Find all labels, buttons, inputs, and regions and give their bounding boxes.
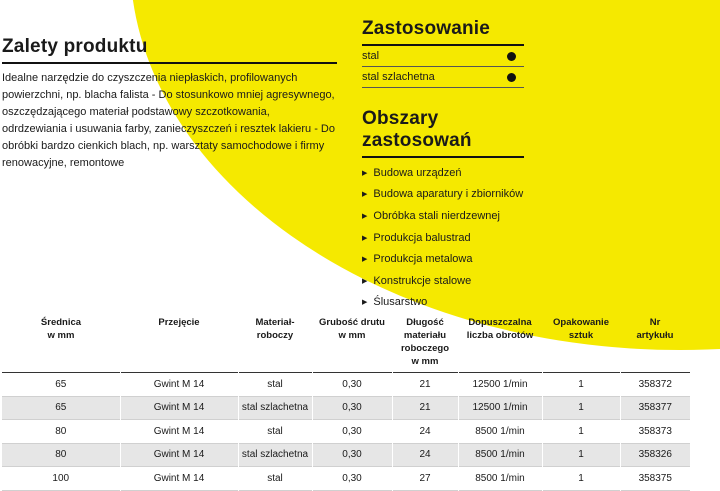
triangle-right-icon: ▶ bbox=[362, 277, 368, 285]
cell-rpm: 8500 1/min bbox=[458, 467, 542, 491]
table-row bbox=[2, 373, 690, 397]
cell-pack: 1 bbox=[542, 467, 620, 491]
area-item-label: Budowa aparatury i zbiorników bbox=[373, 188, 524, 201]
cell-pack: 1 bbox=[542, 420, 620, 444]
product-table-container bbox=[2, 314, 690, 491]
area-item-label: Produkcja balustrad bbox=[373, 231, 471, 244]
cell-diameter: 80 bbox=[55, 425, 67, 437]
cell-wire: 0,30 bbox=[312, 420, 392, 444]
cell-rpm: 12500 1/min bbox=[458, 396, 542, 420]
cell-pack: 1 bbox=[542, 373, 620, 397]
area-item bbox=[362, 184, 524, 206]
cell-rpm: 8500 1/min bbox=[458, 443, 542, 467]
header-length: Długość materiału roboczego w mm bbox=[400, 317, 450, 367]
triangle-right-icon: ▶ bbox=[362, 256, 368, 264]
cell-connection: Gwint M 14 bbox=[120, 396, 238, 420]
cell-material: stal bbox=[238, 420, 312, 444]
header-wire: Grubość drutu w mm bbox=[319, 317, 385, 341]
table-row bbox=[2, 443, 690, 467]
table-row bbox=[2, 396, 690, 420]
advantages-section bbox=[2, 36, 337, 172]
advantages-title: Zalety produktu bbox=[2, 36, 337, 64]
cell-diameter: 100 bbox=[52, 472, 70, 484]
area-item-label: Budowa urządzeń bbox=[373, 166, 462, 179]
cell-article: 358373 bbox=[620, 420, 690, 444]
table-row bbox=[2, 467, 690, 491]
usage-section bbox=[362, 18, 524, 313]
cell-connection: Gwint M 14 bbox=[120, 373, 238, 397]
area-item-label: Produkcja metalowa bbox=[373, 253, 473, 266]
cell-diameter: 80 bbox=[2, 443, 120, 467]
area-item bbox=[362, 227, 524, 249]
area-item bbox=[362, 270, 524, 292]
area-item-label: Ślusarstwo bbox=[373, 296, 428, 309]
cell-length: 21 bbox=[392, 396, 458, 420]
cell-connection: Gwint M 14 bbox=[120, 467, 238, 491]
cell-connection: Gwint M 14 bbox=[120, 443, 238, 467]
triangle-right-icon: ▶ bbox=[362, 234, 368, 242]
cell-diameter: 65 bbox=[55, 378, 67, 390]
product-table bbox=[2, 314, 690, 491]
area-item bbox=[362, 248, 524, 270]
cell-rpm: 8500 1/min bbox=[458, 420, 542, 444]
usage-row bbox=[362, 46, 524, 67]
cell-material: stal bbox=[238, 467, 312, 491]
cell-wire: 0,30 bbox=[312, 443, 392, 467]
area-item bbox=[362, 205, 524, 227]
header-diameter: Średnica w mm bbox=[40, 317, 82, 341]
cell-wire: 0,30 bbox=[312, 396, 392, 420]
cell-length: 27 bbox=[392, 467, 458, 491]
areas-title: Obszary zastosowań bbox=[362, 108, 524, 158]
area-item-label: Konstrukcje stalowe bbox=[373, 274, 472, 287]
area-item bbox=[362, 162, 524, 184]
advantages-description: Idealne narzędzie do czyszczenia niepłaskich, profilowanych powierzchni, np. blacha falista - Do stosunkowo mniej agresywnego, oszczędzającego materiał podstawowy szczotkowania, odrdzewiania i usuwania farby, zanieczyszczeń i resztek lakieru - Do obróbki bardzo cienkich blach, np. warsztaty samochodowe i firmy renowacyjne, remontowe bbox=[2, 72, 335, 169]
area-item-label: Obróbka stali nierdzewnej bbox=[373, 209, 500, 222]
usage-label: stal bbox=[362, 50, 380, 62]
header-connection: Przejęcie bbox=[158, 317, 200, 328]
cell-length: 21 bbox=[392, 373, 458, 397]
filled-circle-icon bbox=[507, 52, 516, 61]
cell-pack: 1 bbox=[542, 396, 620, 420]
cell-rpm: 12500 1/min bbox=[458, 373, 542, 397]
cell-wire: 0,30 bbox=[312, 373, 392, 397]
header-article: Nr artykułu bbox=[636, 317, 674, 341]
cell-length: 24 bbox=[392, 420, 458, 444]
header-pack: Opakowanie sztuk bbox=[553, 317, 609, 341]
triangle-right-icon: ▶ bbox=[362, 191, 368, 199]
area-item bbox=[362, 292, 524, 314]
cell-connection: Gwint M 14 bbox=[120, 420, 238, 444]
cell-material: stal bbox=[238, 373, 312, 397]
usage-label: stal szlachetna bbox=[362, 71, 435, 83]
triangle-right-icon: ▶ bbox=[362, 299, 368, 307]
header-rpm: Dopuszczalna liczba obrotów bbox=[466, 317, 534, 341]
usage-title: Zastosowanie bbox=[362, 18, 524, 46]
cell-pack: 1 bbox=[542, 443, 620, 467]
cell-article: 358372 bbox=[620, 373, 690, 397]
usage-row bbox=[362, 67, 524, 88]
filled-circle-icon bbox=[507, 73, 516, 82]
cell-diameter: 65 bbox=[2, 396, 120, 420]
triangle-right-icon: ▶ bbox=[362, 169, 368, 177]
cell-article: 358375 bbox=[620, 467, 690, 491]
cell-wire: 0,30 bbox=[312, 467, 392, 491]
cell-material: stal szlachetna bbox=[238, 443, 312, 467]
cell-material: stal szlachetna bbox=[238, 396, 312, 420]
triangle-right-icon: ▶ bbox=[362, 212, 368, 220]
areas-list bbox=[362, 162, 524, 313]
table-row bbox=[2, 420, 690, 444]
header-material: Materiał- roboczy bbox=[255, 317, 295, 341]
cell-length: 24 bbox=[392, 443, 458, 467]
cell-article: 358326 bbox=[620, 443, 690, 467]
table-header-row bbox=[2, 314, 690, 373]
cell-article: 358377 bbox=[620, 396, 690, 420]
